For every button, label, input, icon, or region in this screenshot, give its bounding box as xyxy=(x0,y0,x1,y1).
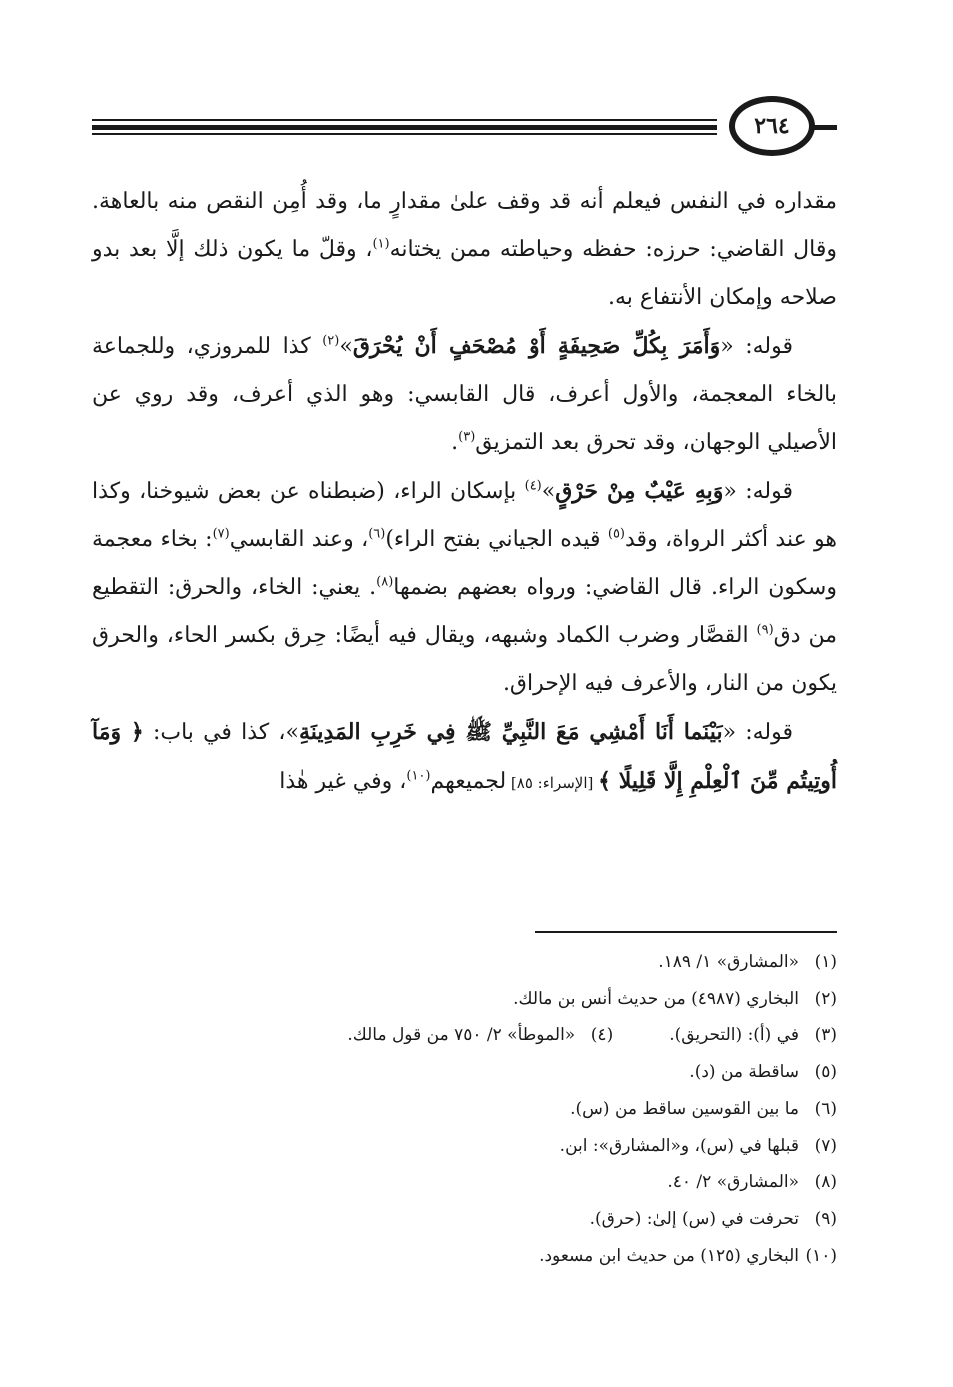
p4-end: ، وفي غير هٰذا xyxy=(279,769,407,794)
verse-reference: [الإسراء: ٨٥] xyxy=(506,774,599,792)
paragraph-1 xyxy=(92,178,837,322)
p4-text-b: لجميعهم xyxy=(430,769,507,794)
footnote-8 xyxy=(92,1164,837,1201)
p4-intro: قوله: « xyxy=(722,720,793,745)
footnote-1 xyxy=(92,944,837,981)
footnote-text: البخاري (٤٩٨٧) من حديث أنس بن مالك. xyxy=(513,988,799,1009)
footnote-separator xyxy=(535,931,837,933)
main-text xyxy=(92,178,837,807)
footnote-number: (٣) xyxy=(814,1025,837,1046)
footnote-number: (١٠) xyxy=(805,1245,837,1266)
p3-text-f: القصَّار وضرب الكماد وشبهه، ويقال فيه أيضًا: حِرق بكسر الحاء، والحرق يكون من النار، والأعرف فيه الإحراق. xyxy=(92,623,837,696)
footnote-number: (٧) xyxy=(814,1135,837,1156)
p4-text-a: ، كذا في باب: xyxy=(143,720,286,745)
footnote-ref-2[interactable]: (٢) xyxy=(322,333,340,349)
footnote-3-4 xyxy=(92,1017,837,1054)
p3-text-e: . يعني: الخاء، والحرق: التقطيع من دق xyxy=(92,575,837,648)
hadith-quote-4: بَيْنَما أَنَا أَمْشِي مَعَ النَّبِيِّ ﷺ فِي خَرِبِ المَدِينَةِ xyxy=(298,719,723,745)
footnotes xyxy=(92,944,837,1274)
footnote-7 xyxy=(92,1128,837,1165)
paragraph-2 xyxy=(92,322,837,467)
footnote-number: (٥) xyxy=(814,1062,837,1083)
footnote-ref-5[interactable]: (٥) xyxy=(607,526,625,542)
footnote-number: (٨) xyxy=(814,1172,837,1193)
footnote-ref-8[interactable]: (٨) xyxy=(376,574,394,590)
footnote-text: «المشارق» ٢/ ٤٠. xyxy=(667,1172,799,1193)
footnote-number: (١) xyxy=(814,952,837,972)
quran-verse: ﴿ وَمَآ أُوتِيتُم مِّنَ ٱلْعِلْمِ إِلَّا قَلِيلًا ﴾ xyxy=(92,719,837,794)
page-number: ٢٦٤ xyxy=(754,113,790,139)
footnote-ref-4[interactable]: (٤) xyxy=(524,478,542,494)
footnote-text: «المشارق» ١/ ١٨٩. xyxy=(658,952,799,972)
footnote-text: البخاري (١٢٥) من حديث ابن مسعود. xyxy=(539,1245,799,1266)
footnote-ref-3[interactable]: (٣) xyxy=(458,429,476,445)
footnote-text: قبلها في (س)، و«المشارق»: ابن. xyxy=(559,1135,799,1156)
footnote-ref-1[interactable]: (١) xyxy=(372,236,390,252)
footnote-ref-10[interactable]: (١٠) xyxy=(406,768,431,784)
footnote-text: «الموطأ» ٢/ ٧٥٠ من قول مالك. xyxy=(347,1025,576,1046)
header-rule-thin-bottom xyxy=(92,133,717,135)
p2-text: كذا للمروزي، وللجماعة بالخاء المعجمة، والأول أعرف، قال القابسي: وهو الذي أعرف، وقد روي عن الأصيلي الوجهان، وقد تحرق بعد التمزيق xyxy=(92,334,837,455)
footnote-text: في (أ): (التحريق). xyxy=(669,1025,799,1046)
p3-intro: قوله: « xyxy=(723,479,793,504)
footnote-ref-6[interactable]: (٦) xyxy=(368,526,386,542)
hadith-quote-2: وَأَمَرَ بِكُلِّ صَحِيفَةٍ أَوْ مُصْحَفٍ أَنْ يُحْرَقَ xyxy=(352,333,721,359)
footnote-text: ما بين القوسين ساقط من (س). xyxy=(570,1098,799,1119)
p3-text-c: ، وعند القابسي xyxy=(229,527,369,552)
page-number-badge xyxy=(729,96,815,156)
paragraph-3 xyxy=(92,467,837,708)
hadith-quote-3: وَبِهِ عَيْبٌ مِنْ حَرْقٍ xyxy=(555,478,724,504)
p1-end: ، وقلّ ما يكون ذلك إلَّا بعد بدو صلاحه وإمكان الأنتفاع به. xyxy=(92,237,837,310)
footnote-10 xyxy=(92,1238,837,1275)
footnote-number: (٤) xyxy=(590,1025,614,1046)
footnote-2 xyxy=(92,981,837,1018)
footnote-5 xyxy=(92,1054,837,1091)
p2-intro: قوله: « xyxy=(720,334,794,359)
p3-text-d: : بخاء معجمة وسكون الراء. قال القاضي: ورواه بعضهم بضمها xyxy=(92,527,837,600)
p3-close: » xyxy=(541,479,556,504)
p2-end: . xyxy=(451,430,459,455)
footnote-text: ساقطة من (د). xyxy=(689,1062,799,1083)
footnote-text: تحرفت في (س) إلىٰ: (حرق). xyxy=(589,1208,799,1229)
p3-text-a: بإسكان الراء، (ضبطناه عن بعض شيوخنا، وكذا هو عند أكثر الرواة، وقد xyxy=(92,479,838,552)
footnote-6 xyxy=(92,1091,837,1128)
footnote-ref-9[interactable]: (٩) xyxy=(756,622,774,638)
p2-close: » xyxy=(339,334,353,359)
footnote-ref-7[interactable]: (٧) xyxy=(212,526,230,542)
p1-text: مقداره في النفس فيعلم أنه قد وقف علىٰ مقدارٍ ما، وقد أُمِن النقص منه بالعاهة. وقال القاضي: حرزه: حفظه وحياطته ممن يختانه xyxy=(92,189,838,262)
page-header xyxy=(92,96,837,160)
footnote-number: (٦) xyxy=(814,1098,837,1119)
header-rule-thin-top xyxy=(92,119,717,121)
footnote-number: (٢) xyxy=(814,988,837,1009)
header-rule-thick xyxy=(92,125,717,130)
p3-text-b: قيده الجياني بفتح الراء) xyxy=(385,527,608,552)
footnote-9 xyxy=(92,1201,837,1238)
footnote-number: (٩) xyxy=(814,1208,837,1229)
header-rule-right xyxy=(813,125,837,130)
p4-close: » xyxy=(285,720,299,745)
paragraph-4 xyxy=(92,708,837,807)
